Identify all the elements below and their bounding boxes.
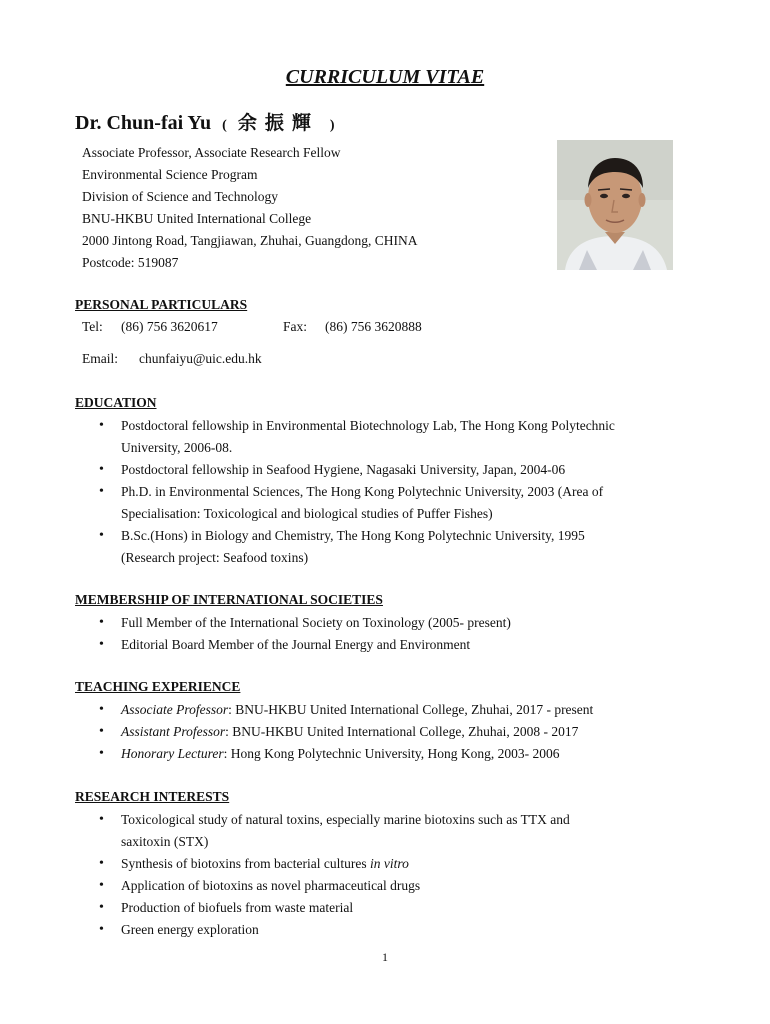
contact-line: Environmental Science Program [82, 167, 258, 182]
contact-line: Postcode: 519087 [82, 255, 179, 270]
chinese-name: 余振輝 [237, 112, 319, 134]
tel-value: (86) 756 3620617 [121, 319, 218, 334]
name-line [75, 108, 341, 135]
list-item: • Editorial Board Member of the Journal Energy and Environment [99, 634, 699, 656]
contact-line: 2000 Jintong Road, Tangjiawan, Zhuhai, Guangdong, CHINA [82, 233, 418, 248]
list-item: • Production of biofuels from waste material [99, 897, 699, 919]
education-list [99, 415, 699, 569]
section-heading-education: EDUCATION [75, 395, 157, 410]
contact-line: Division of Science and Technology [82, 189, 279, 204]
list-item: • Assistant Professor: BNU-HKBU United International College, Zhuhai, 2008 - 2017 [99, 721, 699, 743]
section-heading-teaching: TEACHING EXPERIENCE [75, 679, 241, 694]
person-name: Dr. Chun-fai Yu [75, 112, 212, 134]
list-item: • Toxicological study of natural toxins, especially marine biotoxins such as TTX and saxitoxin (STX) [99, 809, 699, 853]
list-item: • Full Member of the International Society on Toxinology (2005- present) [99, 612, 699, 634]
list-item: • Postdoctoral fellowship in Seafood Hygiene, Nagasaki University, Japan, 2004-06 [99, 459, 699, 481]
name-paren-close: ) [329, 118, 335, 133]
list-item: • Application of biotoxins as novel pharmaceutical drugs [99, 875, 699, 897]
list-item: • Associate Professor: BNU-HKBU United International College, Zhuhai, 2017 - present [99, 699, 699, 721]
contact-block [82, 142, 418, 274]
teaching-list [99, 699, 699, 765]
email-label: Email: [82, 351, 118, 366]
teaching-role: Assistant Professor [121, 724, 226, 739]
section-heading-research: RESEARCH INTERESTS [75, 789, 230, 804]
document-title: CURRICULUM VITAE [285, 66, 485, 88]
portrait-photo [557, 140, 673, 270]
portrait-illustration [557, 140, 673, 270]
email-value[interactable]: chunfaiyu@uic.edu.hk [139, 351, 262, 366]
section-heading-membership: MEMBERSHIP OF INTERNATIONAL SOCIETIES [75, 592, 383, 607]
tel-label: Tel: [82, 319, 103, 334]
section-heading-personal: PERSONAL PARTICULARS [75, 297, 248, 312]
page-number: 1 [382, 950, 388, 964]
research-list [99, 809, 699, 941]
list-item: • B.Sc.(Hons) in Biology and Chemistry, The Hong Kong Polytechnic University, 1995 (Research project: Seafood toxins) [99, 525, 699, 569]
fax-label: Fax: [283, 319, 308, 334]
list-item: • Ph.D. in Environmental Sciences, The Hong Kong Polytechnic University, 2003 (Area of Specialisation: Toxicological and biological studies of Puffer Fishes) [99, 481, 699, 525]
membership-list [99, 612, 699, 656]
teaching-role: Honorary Lecturer [121, 746, 224, 761]
name-paren-open: ( [222, 118, 227, 133]
contact-line: Associate Professor, Associate Research Fellow [82, 145, 341, 160]
list-item: • Postdoctoral fellowship in Environmental Biotechnology Lab, The Hong Kong Polytechnic University, 2006-08. [99, 415, 699, 459]
list-item: • Honorary Lecturer: Hong Kong Polytechnic University, Hong Kong, 2003- 2006 [99, 743, 699, 765]
teaching-role: Associate Professor [121, 702, 229, 717]
fax-value: (86) 756 3620888 [325, 319, 422, 334]
list-item: • Green energy exploration [99, 919, 699, 941]
contact-line: BNU-HKBU United International College [82, 211, 312, 226]
list-item: • Synthesis of biotoxins from bacterial cultures in vitro [99, 853, 699, 875]
